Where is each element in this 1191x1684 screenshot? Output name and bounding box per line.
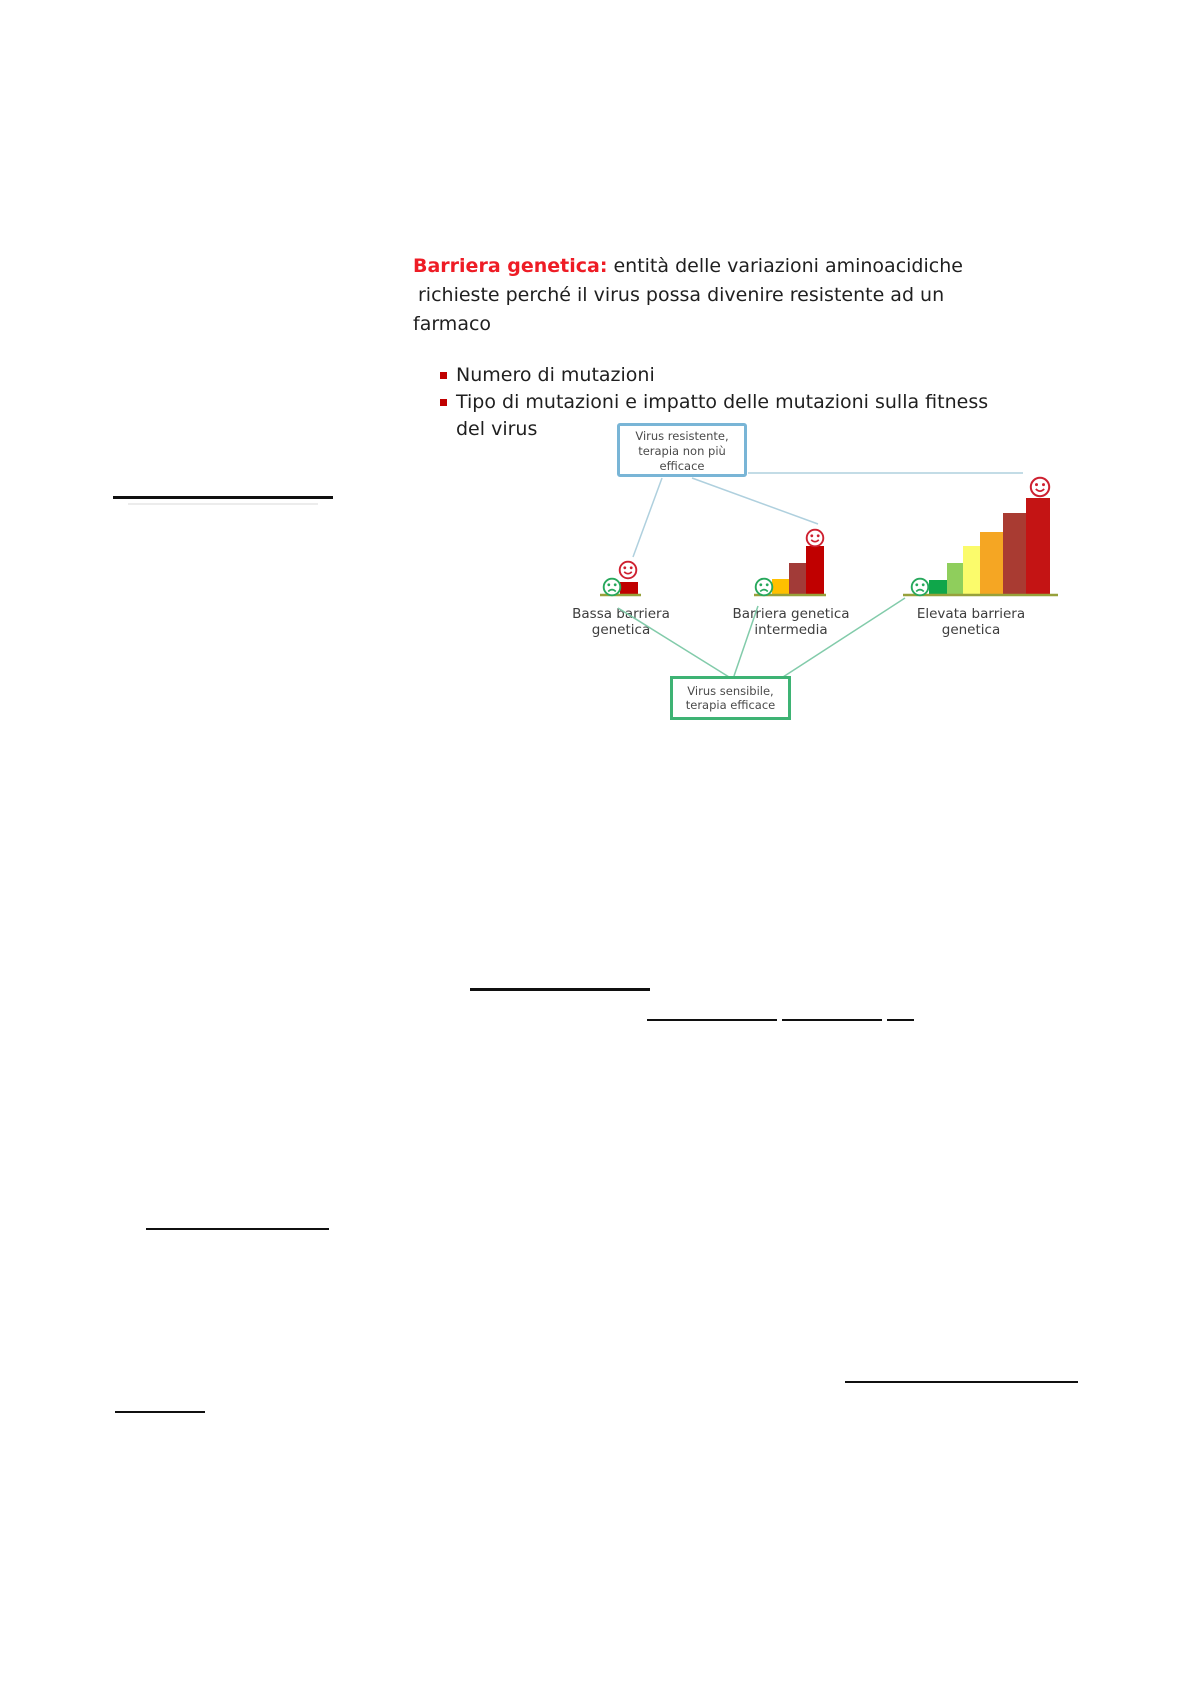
bar <box>929 580 947 596</box>
bar-group-intermedia <box>772 546 824 596</box>
label-line: Bassa barriera <box>572 606 670 622</box>
underline-blank-7 <box>845 1381 1078 1383</box>
bar <box>1026 498 1050 596</box>
virus-resistant-line-3: efficace <box>659 459 705 473</box>
underline-blank-1-shadow <box>128 503 318 505</box>
sad-face-icon <box>756 579 773 596</box>
underline-blank-4 <box>782 1019 882 1021</box>
bar <box>1003 513 1026 596</box>
bar <box>772 579 789 596</box>
bar <box>806 546 824 596</box>
label-line: genetica <box>591 622 651 638</box>
virus-sensitive-line-2: terapia efficace <box>685 698 776 712</box>
bar-group-elevata <box>929 498 1050 596</box>
bar <box>963 546 980 596</box>
label-barriera-intermedia <box>721 606 861 638</box>
bullet-marker-icon <box>440 399 447 406</box>
bullet-text-line-1: Tipo di mutazioni e impatto delle mutazioni sulla fitness <box>456 391 989 413</box>
virus-resistant-line-1: Virus resistente, <box>635 429 729 443</box>
label-elevata-barriera <box>901 606 1041 638</box>
bar <box>980 532 1003 596</box>
underline-blank-2 <box>470 988 650 991</box>
happy-face-icon <box>807 530 824 547</box>
underline-blank-6 <box>146 1228 329 1230</box>
bullet-text-line-2: del virus <box>456 418 538 440</box>
heading-term: Barriera genetica: <box>413 255 608 277</box>
sad-face-icon <box>604 579 621 596</box>
bar <box>947 563 963 596</box>
label-bassa-barriera <box>551 606 691 638</box>
label-line: Elevata barriera <box>916 606 1026 622</box>
label-line: intermedia <box>754 622 828 638</box>
heading <box>413 252 963 339</box>
underline-blank-3 <box>647 1019 777 1021</box>
heading-rest: entità delle variazioni aminoacidiche <box>607 255 963 277</box>
happy-face-icon <box>1031 478 1049 496</box>
sad-face-icon <box>912 579 929 596</box>
underline-blank-5 <box>887 1019 914 1021</box>
bullet-marker-icon <box>440 372 447 379</box>
heading-line-3: farmaco <box>413 313 492 335</box>
bar <box>789 563 806 596</box>
underline-blank-8 <box>115 1411 205 1413</box>
label-line: Barriera genetica <box>732 606 850 622</box>
heading-line-2: richieste perché il virus possa divenire resistente ad un <box>418 284 945 306</box>
virus-resistant-box <box>617 423 747 477</box>
bullet-item-1 <box>440 362 988 389</box>
virus-sensitive-box <box>670 676 791 720</box>
virus-resistant-line-2: terapia non più <box>638 444 726 458</box>
label-line: genetica <box>941 622 1001 638</box>
bullet-text: Numero di mutazioni <box>456 364 655 386</box>
virus-sensitive-line-1: Virus sensibile, <box>687 684 774 698</box>
happy-face-icon <box>620 562 637 579</box>
bar-group-bassa <box>620 582 638 596</box>
underline-blank-1 <box>113 496 333 499</box>
heading-line-1 <box>413 252 963 281</box>
bar <box>620 582 638 596</box>
